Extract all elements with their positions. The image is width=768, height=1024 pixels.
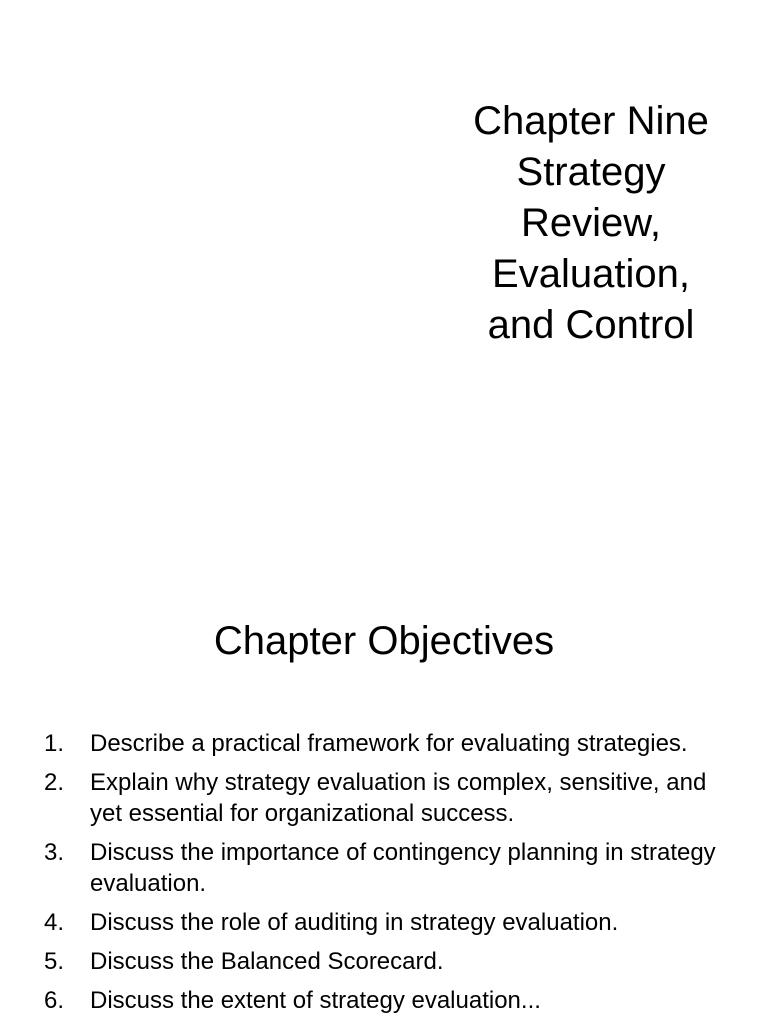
chapter-title-line: and Control [487, 303, 695, 347]
objectives-list [44, 728, 734, 1024]
objectives-heading: Chapter Objectives [213, 619, 555, 663]
chapter-title-line: Strategy [516, 150, 666, 194]
objective-item [44, 767, 734, 829]
objective-text: Discuss the importance of contingency planning in strategy evaluation. [90, 839, 716, 897]
objective-number: 1. [44, 730, 65, 757]
chapter-title [445, 96, 737, 351]
objective-text: Discuss the extent of strategy evaluation... [90, 987, 541, 1014]
objective-item [44, 946, 734, 977]
objective-number: 2. [44, 769, 65, 796]
chapter-title-line: Evaluation, [492, 252, 690, 296]
objective-item [44, 728, 734, 759]
objective-item [44, 907, 734, 938]
objective-number: 4. [44, 909, 65, 936]
objective-number: 5. [44, 948, 65, 975]
objective-text: Discuss the role of auditing in strategy evaluation. [90, 909, 619, 936]
objective-item [44, 985, 734, 1016]
objective-number: 3. [44, 839, 65, 866]
objectives-slide [0, 560, 768, 1024]
objective-text: Describe a practical framework for evaluating strategies. [90, 730, 688, 757]
objective-text: Discuss the Balanced Scorecard. [90, 948, 444, 975]
objective-number: 6. [44, 987, 65, 1014]
chapter-title-line: Review, [520, 201, 662, 245]
chapter-title-line: Chapter Nine [473, 99, 709, 143]
objective-item [44, 837, 734, 899]
objective-text: Explain why strategy evaluation is complex, sensitive, and yet essential for organizational success. [90, 769, 707, 827]
